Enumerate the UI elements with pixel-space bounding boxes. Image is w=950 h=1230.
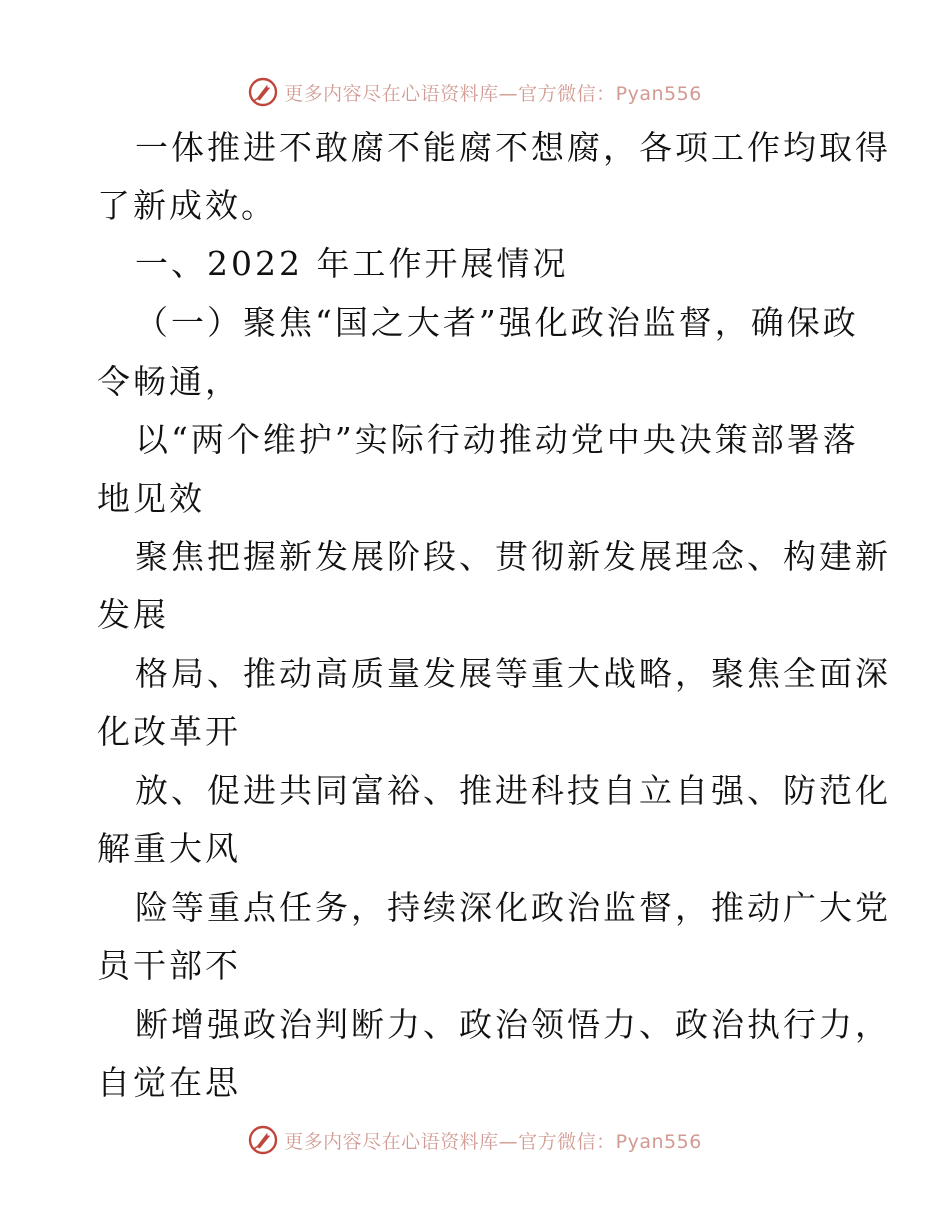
section-heading: 一、2022 年工作开展情况 [135, 244, 569, 283]
text-line: 断增强政治判断力、政治领悟力、政治执行力， [135, 1005, 891, 1044]
subsection-heading: （一）聚焦“国之大者”强化政治监督，确保政 [135, 303, 859, 342]
text-line: 令畅通， [97, 362, 241, 401]
pen-nib-circle-icon [248, 77, 278, 107]
text-line: 聚焦把握新发展阶段、贯彻新发展理念、构建新 [135, 537, 891, 576]
text-line: 发展 [97, 595, 169, 634]
text-line: 险等重点任务，持续深化政治监督，推动广大党 [135, 888, 891, 927]
text-line: 放、促进共同富裕、推进科技自立自强、防范化 [135, 771, 891, 810]
text-line: 化改革开 [97, 712, 241, 751]
text-line: 了新成效。 [97, 186, 277, 225]
watermark-banner-top [0, 72, 950, 112]
text-line: 以“两个维护”实际行动推动党中央决策部署落 [135, 420, 859, 459]
text-line: 地见效 [97, 479, 205, 518]
watermark-text: 更多内容尽在心语资料库—官方微信：Pyan556 [284, 82, 702, 105]
text-line: 解重大风 [97, 829, 241, 868]
text-line: 格局、推动高质量发展等重大战略，聚焦全面深 [135, 654, 891, 693]
pen-nib-circle-icon [248, 1125, 278, 1155]
watermark-banner-bottom [0, 1120, 950, 1160]
text-line: 员干部不 [97, 946, 241, 985]
watermark-text: 更多内容尽在心语资料库—官方微信：Pyan556 [284, 1130, 702, 1153]
text-line: 自觉在思 [97, 1063, 241, 1102]
text-line: 一体推进不敢腐不能腐不想腐，各项工作均取得 [135, 128, 891, 167]
